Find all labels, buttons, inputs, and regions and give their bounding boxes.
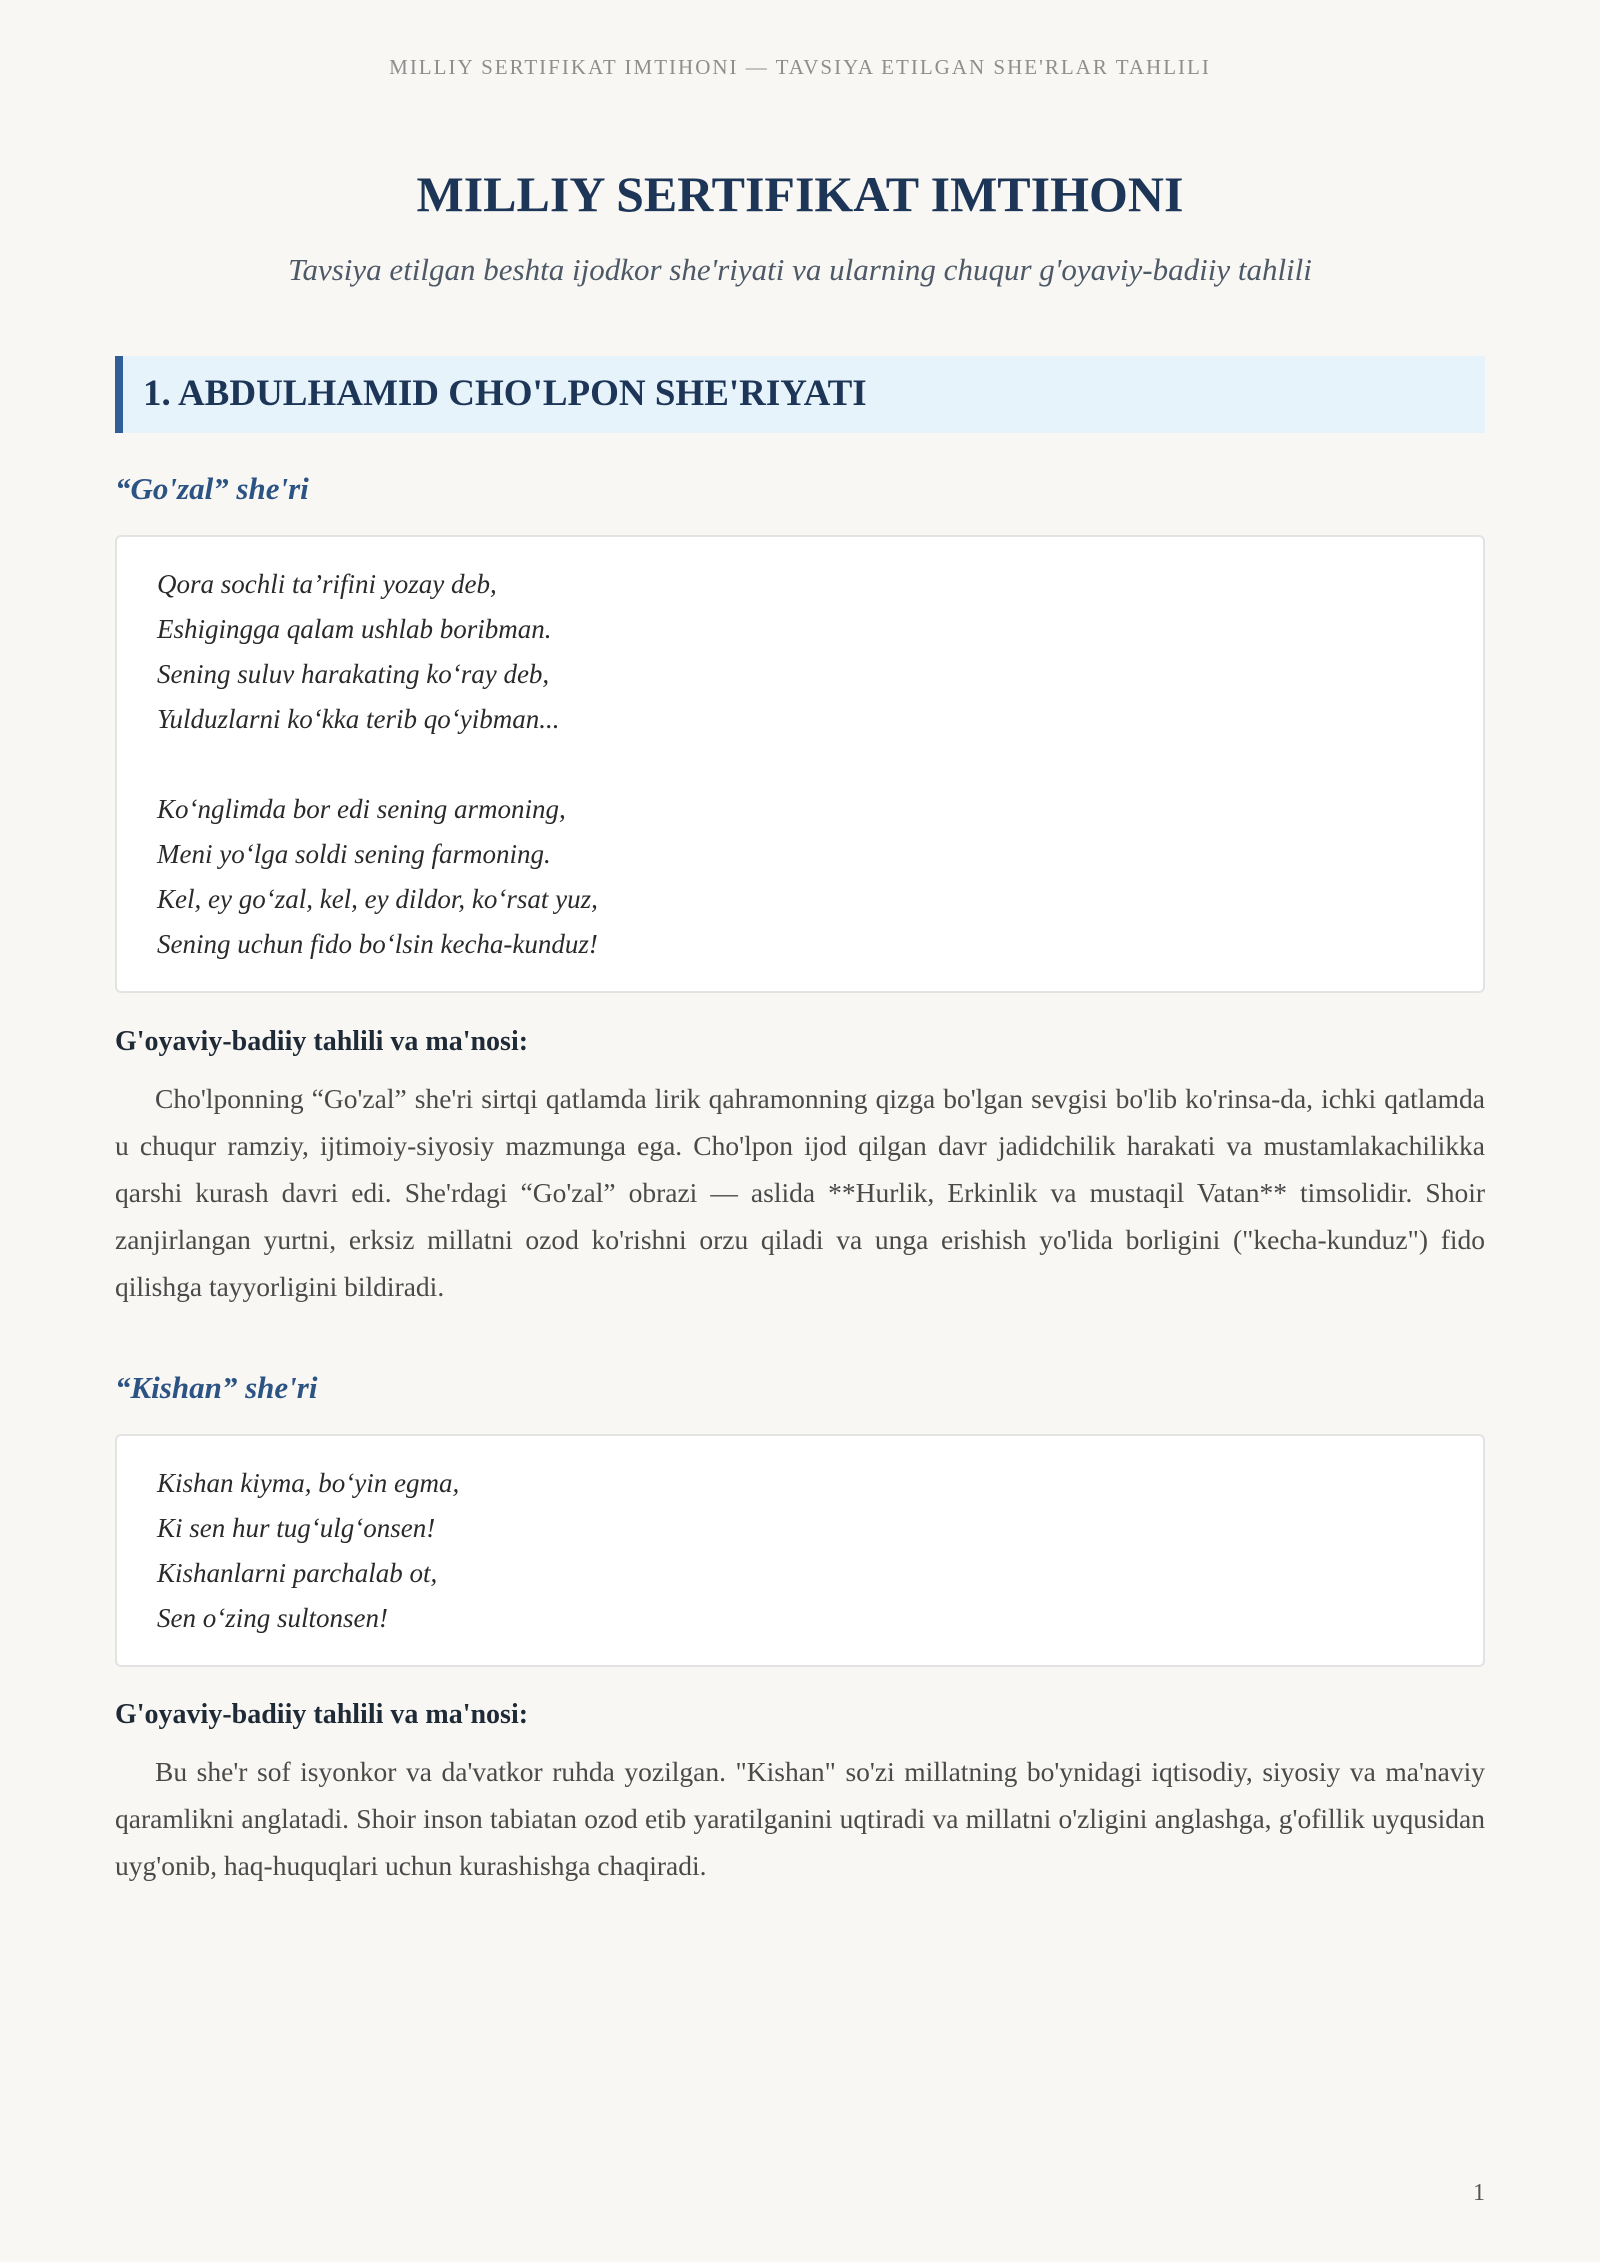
poem-line: Ki sen hur tug‘ulg‘onsen! xyxy=(157,1513,436,1543)
poem-line: Kishan kiyma, bo‘yin egma, xyxy=(157,1468,460,1498)
analysis-heading: G'oyaviy-badiiy tahlili va ma'nosi: xyxy=(115,1026,529,1057)
analysis-heading: G'oyaviy-badiiy tahlili va ma'nosi: xyxy=(115,1699,529,1730)
analysis-paragraph: Cho'lponning “Go'zal” she'ri sirtqi qatlamda lirik qahramonning qizga bo'lgan sevgisi bo'lib ko'rinsa-da, ichki qatlamda u chuqur ramziy, ijtimoiy-siyosiy mazmunga ega. Cho'lpon ijod qilgan davr jadidchilik harakati va mustamlakachilikka qarshi kurash davri edi. She'rdagi “Go'zal” obrazi — aslida **Hurlik, Erkinlik va mustaqil Vatan** timsolidir. Shoir zanjirlangan yurtni, erksiz millatni ozod ko'rishni orzu qiladi va unga erishish yo'lida borligini ("kecha-kunduz") fido qilishga tayyorligini bildiradi. xyxy=(115,1083,1485,1302)
running-header: MILLIY SERTIFIKAT IMTIHONI — TAVSIYA ETILGAN SHE'RLAR TAHLILI xyxy=(389,55,1211,79)
poem-line: Sening uchun fido bo‘lsin kecha-kunduz! xyxy=(157,929,598,959)
section-heading-text: 1. ABDULHAMID CHO'LPON SHE'RIYATI xyxy=(143,373,867,414)
poem-line: Meni yo‘lga soldi sening farmoning. xyxy=(157,839,551,869)
poem-line: Ko‘nglimda bor edi sening armoning, xyxy=(157,794,566,824)
poem-line: Yulduzlarni ko‘kka terib qo‘yibman... xyxy=(157,704,560,734)
poem-line: Sen o‘zing sultonsen! xyxy=(157,1603,388,1633)
poem-title: “Go'zal” she'ri xyxy=(115,471,309,506)
poem-box xyxy=(115,1434,1485,1667)
poem-line: Kishanlarni parchalab ot, xyxy=(157,1558,438,1588)
section-heading xyxy=(115,356,1485,433)
poem-line: Eshigingga qalam ushlab boribman. xyxy=(157,614,552,644)
poem-line: Kel, ey go‘zal, kel, ey dildor, ko‘rsat yuz, xyxy=(157,884,598,914)
analysis-paragraph: Bu she'r sof isyonkor va da'vatkor ruhda yozilgan. "Kishan" so'zi millatning bo'ynidagi iqtisodiy, siyosiy va ma'naviy qaramlikni anglatadi. Shoir inson tabiatan ozod etib yaratilganini uqtiradi va millatni o'zligini anglashga, g'ofillik uyqusidan uyg'onib, haq-huquqlari uchun kurashishga chaqiradi. xyxy=(115,1756,1485,1881)
document-title: MILLIY SERTIFIKAT IMTIHONI xyxy=(416,166,1184,222)
poem-box xyxy=(115,535,1485,993)
page-number: 1 xyxy=(1473,2180,1485,2206)
poem-line: Sening suluv harakating ko‘ray deb, xyxy=(157,659,550,689)
document-subtitle: Tavsiya etilgan beshta ijodkor she'riyati va ularning chuqur g'oyaviy-badiiy tahlili xyxy=(288,252,1312,287)
poem-line: Qora sochli ta’rifini yozay deb, xyxy=(157,569,497,599)
poem-title: “Kishan” she'ri xyxy=(115,1370,318,1405)
